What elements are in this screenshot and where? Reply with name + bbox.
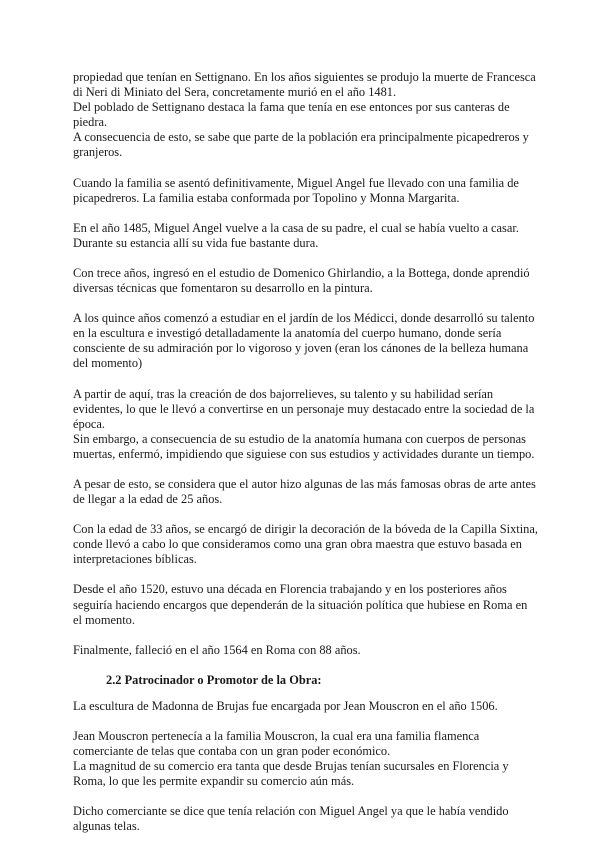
text-line: La magnitud de su comercio era tanta que desde Brujas tenían sucursales en Florencia y (73, 759, 509, 774)
text-line: interpretaciones bíblicas. (73, 552, 197, 567)
text-line: muertas, enfermó, impidiendo que siguiese con sus estudios y actividades durante un tiempo. (73, 446, 535, 461)
paragraph-comerciante (73, 804, 529, 834)
paragraph-capilla-sixtina (73, 522, 538, 567)
text-line: diversas técnicas que fomentaron su desarrollo en la pintura. (73, 281, 373, 296)
text-line: di Neri di Miniato del Sera, concretamente murió en el año 1481. (73, 85, 397, 100)
text-line: comerciante de telas que contaba con un gran poder económico. (73, 744, 391, 759)
text-line: época. (73, 416, 105, 431)
paragraph-bajorrelieves (73, 386, 535, 462)
paragraph-madonna-brujas (73, 699, 529, 714)
paragraph-25-anos (73, 476, 536, 507)
text-line: de llegar a la edad de 25 años. (73, 492, 223, 507)
paragraph-mouscron (73, 729, 529, 789)
text-line: La escultura de Madonna de Brujas fue encargada por Jean Mouscron en el año 1506. (73, 698, 498, 713)
text-line: conde llevó a cabo lo que consideramos como una gran obra maestra que estuvo basada en (73, 537, 522, 552)
paragraph-1520 (73, 582, 529, 627)
text-line: Con la edad de 33 años, se encargó de dirigir la decoración de la bóveda de la Capilla Sixtina, (73, 522, 538, 537)
text-line: consciente de su admiración por lo vigoroso y joven (eran los cánones de la belleza humana (73, 341, 529, 356)
section-heading: 2.2 Patrocinador o Promotor de la Obra: (106, 672, 322, 687)
text-line: seguiría haciendo encargos que dependerán de la situación política que hubiese en Roma en (73, 597, 528, 612)
text-line: el momento. (73, 612, 135, 627)
paragraph-quince-anos (73, 311, 535, 371)
text-line: evidentes, lo que le llevó a convertirse en un personaje muy destacado entre la sociedad de la (73, 401, 535, 416)
text-line: Del poblado de Settignano destaca la fama que tenía en ese entonces por sus canteras de (73, 100, 510, 115)
text-line: Finalmente, falleció en el año 1564 en Roma con 88 años. (73, 642, 361, 657)
text-line: en la escultura e investigó detalladamente la anatomía del cuerpo humano, donde sería (73, 326, 502, 341)
paragraph-familia (73, 176, 529, 206)
text-line: propiedad que tenían en Settignano. En los años siguientes se produjo la muerte de Francesca (73, 70, 536, 84)
paragraph-settignano (73, 70, 536, 161)
paragraph-trece-anos (73, 266, 529, 296)
text-line: picapedreros. La familia estaba conformada por Topolino y Monna Margarita. (73, 190, 460, 205)
document-page (73, 70, 538, 850)
text-line: Dicho comerciante se dice que tenía relación con Miguel Angel ya que le había vendido (73, 804, 509, 819)
text-line: A los quince años comenzó a estudiar en el jardín de los Médicci, donde desarrolló su talento (73, 311, 535, 326)
paragraph-fallecio (73, 643, 529, 658)
text-line: Durante su estancia allí su vida fue bastante dura. (73, 235, 319, 250)
text-line: A consecuencia de esto, se sabe que parte de la población era principalmente picapedreros y (73, 130, 529, 145)
text-line: Jean Mouscron pertenecía a la familia Mouscron, la cual era una familia flamenca (73, 729, 480, 743)
text-line: piedra. (73, 115, 108, 130)
text-line: A pesar de esto, se considera que el autor hizo algunas de las más famosas obras de arte antes (73, 476, 536, 491)
text-line: del momento) (73, 356, 143, 371)
text-line: Con trece años, ingresó en el estudio de Domenico Ghirlandio, a la Bottega, donde aprendió (73, 265, 530, 280)
text-line: Sin embargo, a consecuencia de su estudio de la anatomía humana con cuerpos de personas (73, 431, 526, 446)
paragraph-1485 (73, 221, 529, 251)
text-line: Desde el año 1520, estuvo una década en Florencia trabajando y en los posteriores años (73, 582, 507, 597)
text-line: algunas telas. (73, 819, 140, 834)
text-line: En el año 1485, Miguel Angel vuelve a la casa de su padre, el cual se había vuelto a casar. (73, 220, 519, 235)
text-line: Roma, lo que les permite expandir su comercio aún más. (73, 774, 355, 789)
text-line: Cuando la familia se asentó definitivamente, Miguel Angel fue llevado con una familia de (73, 175, 519, 190)
text-line: granjeros. (73, 145, 123, 160)
text-line: A partir de aquí, tras la creación de dos bajorrelieves, su talento y su habilidad serían (73, 386, 494, 401)
